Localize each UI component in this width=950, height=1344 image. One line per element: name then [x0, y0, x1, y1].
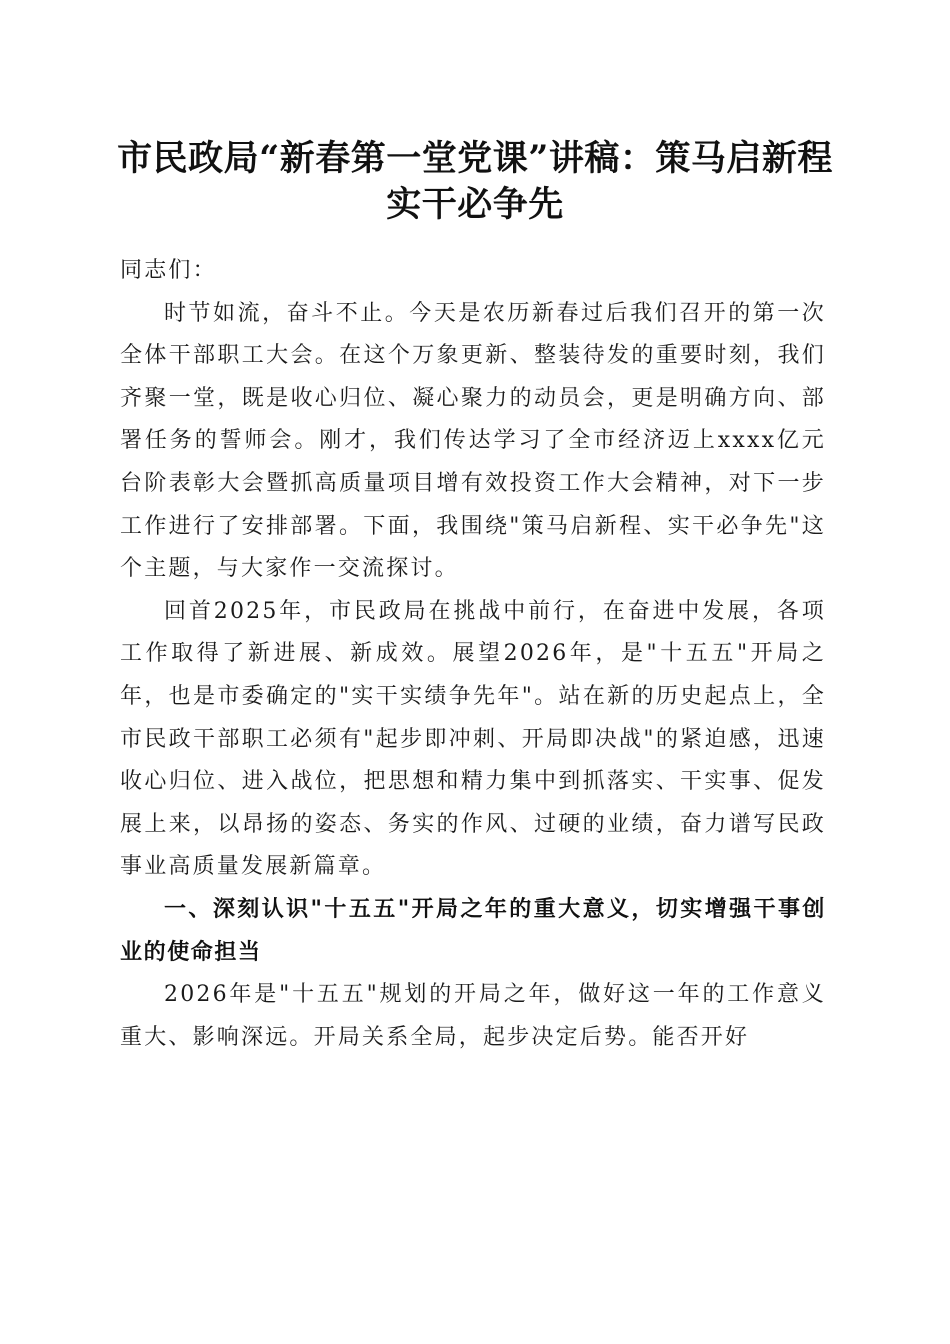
document-title: 市民政局“新春第一堂党课”讲稿：策马启新程实干必争先: [117, 138, 833, 225]
document-body: [120, 250, 826, 1059]
salutation: 同志们：: [120, 258, 217, 283]
paragraph-opening: 时节如流，奋斗不止。今天是农历新春过后我们召开的第一次全体干部职工大会。在这个万象更新、整装待发的重要时刻，我们齐聚一堂，既是收心归位、凝心聚力的动员会，更是明确方向、部署任务的誓师会。刚才，我们传达学习了全市经济迈上xxxx亿元台阶表彰大会暨抓高质量项目增有效投资工作大会精神，对下一步工作进行了安排部署。下面，我围绕"策马启新程、实干必争先"这个主题，与大家作一交流探讨。: [120, 300, 826, 582]
paragraph-review: 回首2025年，市民政局在挑战中前行，在奋进中发展，各项工作取得了新进展、新成效。展望2026年，是"十五五"开局之年，也是市委确定的"实干实绩争先年"。站在新的历史起点上，全市民政干部职工必须有"起步即冲刺、开局即决战"的紧迫感，迅速收心归位、进入战位，把思想和精力集中到抓落实、干实事、促发展上来，以昂扬的姿态、务实的作风、过硬的业绩，奋力谱写民政事业高质量发展新篇章。: [120, 598, 826, 880]
section-heading: 一、深刻认识"十五五"开局之年的重大意义，切实增强干事创业的使命担当: [120, 896, 826, 965]
paragraph-section: 2026年是"十五五"规划的开局之年，做好这一年的工作意义重大、影响深远。开局关系全局，起步决定后势。能否开好: [120, 982, 826, 1050]
